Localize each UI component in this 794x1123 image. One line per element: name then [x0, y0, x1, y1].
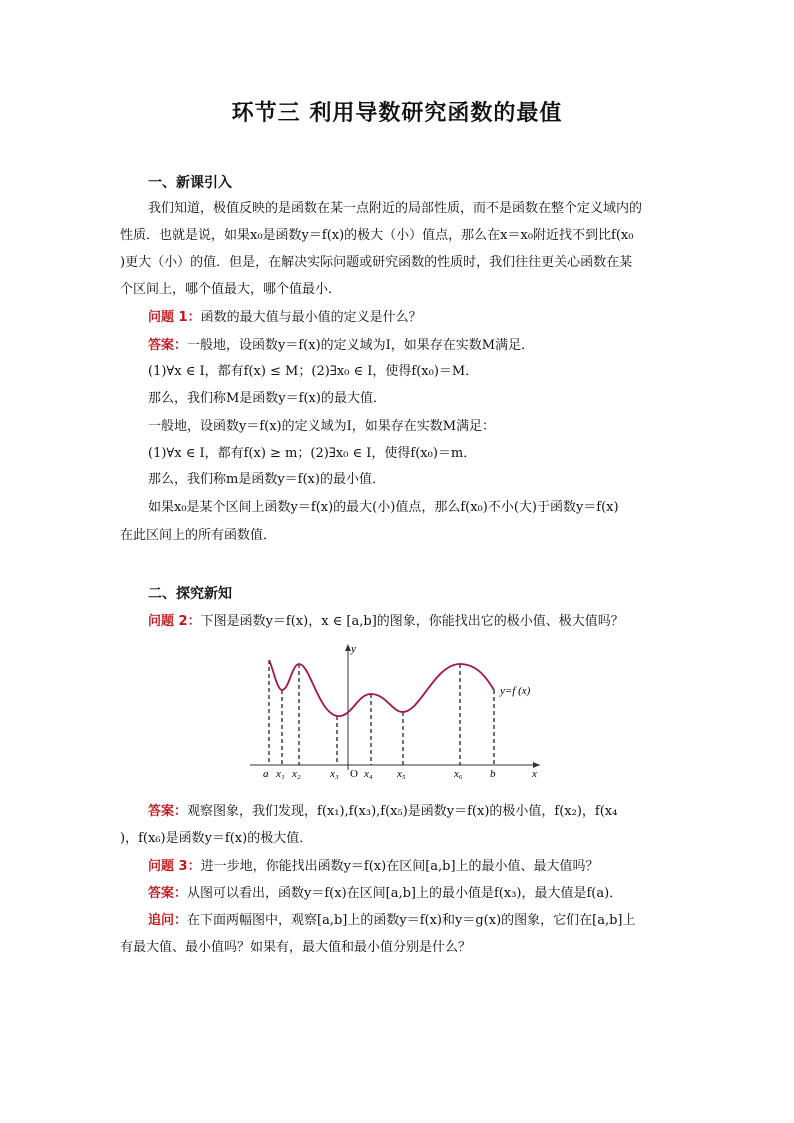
answer-line: 那么，我们称M是函数y＝f(x)的最大值．	[148, 391, 386, 406]
answer-line: (1)∀x ∈ I，都有f(x) ≤ M；(2)∃x₀ ∈ I，使得f(x₀)＝M．	[148, 364, 479, 379]
question-text: 进一步地，你能找出函数y＝f(x)在区间[a,b]上的最小值、最大值吗？	[200, 859, 599, 874]
question-text: 下图是函数y＝f(x)，x ∈ [a,b]的图象，你能找出它的极小值、极大值吗？	[200, 614, 624, 629]
answer-label: 答案：	[148, 338, 188, 353]
tick-label: x₃	[330, 768, 339, 780]
answer-line: (1)∀x ∈ I，都有f(x) ≥ m；(2)∃x₀ ∈ I，使得f(x₀)＝m．	[148, 446, 477, 461]
curve-label: y=f (x)	[500, 685, 531, 697]
question-2	[148, 612, 624, 632]
answer-label: 答案：	[148, 886, 188, 901]
question-label: 问题 1：	[148, 310, 201, 325]
tick-label: x₅	[397, 768, 406, 780]
answer-line: 那么，我们称m是函数y＝f(x)的最小值．	[148, 472, 385, 487]
answer-3	[148, 884, 622, 904]
question-label: 问题 3：	[148, 859, 201, 874]
tick-label: b	[490, 768, 496, 780]
section-heading-intro: 一、新课引入	[148, 175, 232, 191]
tick-label: x₆	[454, 768, 463, 780]
followup-question	[148, 911, 635, 931]
intro-line: 我们知道，极值反映的是函数在某一点附近的局部性质，而不是函数在整个定义域内的	[148, 201, 643, 216]
answer-line: 如果x₀是某个区间上函数y＝f(x)的最大(小)值点，那么f(x₀)不小(大)于函数y＝f(x)	[148, 500, 619, 515]
answer-1	[148, 336, 534, 356]
section-heading-explore: 二、探究新知	[148, 586, 232, 602]
answer-2	[148, 802, 617, 822]
intro-line: )更大（小）的值．但是，在解决实际问题或研究函数的性质时，我们往往更关心函数在某	[120, 255, 633, 270]
answer-line: )，f(x₆)是函数y＝f(x)的极大值．	[120, 831, 313, 846]
origin-label: O	[350, 768, 358, 780]
followup-line: 有最大值、最小值吗？如果有，最大值和最小值分别是什么？	[120, 940, 472, 955]
followup-label: 追问：	[148, 913, 188, 928]
answer-text: 从图可以看出，函数y＝f(x)在区间[a,b]上的最小值是f(x₃)，最大值是f(a)．	[187, 886, 623, 901]
question-1	[148, 308, 422, 328]
answer-text: 观察图象，我们发现，f(x₁),f(x₃),f(x₅)是函数y＝f(x)的极小值，f(x₂)，f(x₄	[187, 804, 618, 819]
question-text: 函数的最大值与最小值的定义是什么？	[200, 310, 422, 325]
answer-line: 在此区间上的所有函数值．	[120, 528, 277, 543]
question-label: 问题 2：	[148, 614, 201, 629]
y-axis-label: y	[351, 643, 356, 655]
tick-label: x₂	[292, 768, 301, 780]
answer-label: 答案：	[148, 804, 188, 819]
answer-text: 一般地，设函数y＝f(x)的定义域为I，如果存在实数M满足．	[187, 338, 535, 353]
function-graph	[240, 638, 550, 788]
x-tick-labels	[263, 768, 496, 780]
tick-label: x₄	[364, 768, 373, 780]
intro-line: 性质．也就是说，如果x₀是函数y＝f(x)的极大（小）值点，那么在x＝x₀附近找不到比f(x₀	[120, 228, 634, 243]
answer-line: 一般地，设函数y＝f(x)的定义域为I，如果存在实数M满足：	[148, 419, 496, 434]
dashed-guides	[269, 660, 494, 765]
tick-label: a	[263, 768, 269, 780]
followup-text: 在下面两幅图中，观察[a,b]上的函数y＝f(x)和y＝g(x)的图象，它们在[a,b]上	[187, 913, 636, 928]
page-title: 环节三 利用导数研究函数的最值	[231, 101, 563, 126]
intro-line: 个区间上，哪个值最大，哪个值最小．	[120, 282, 342, 297]
tick-label: x₁	[276, 768, 285, 780]
question-3	[148, 857, 599, 877]
x-axis-label: x	[532, 768, 537, 780]
